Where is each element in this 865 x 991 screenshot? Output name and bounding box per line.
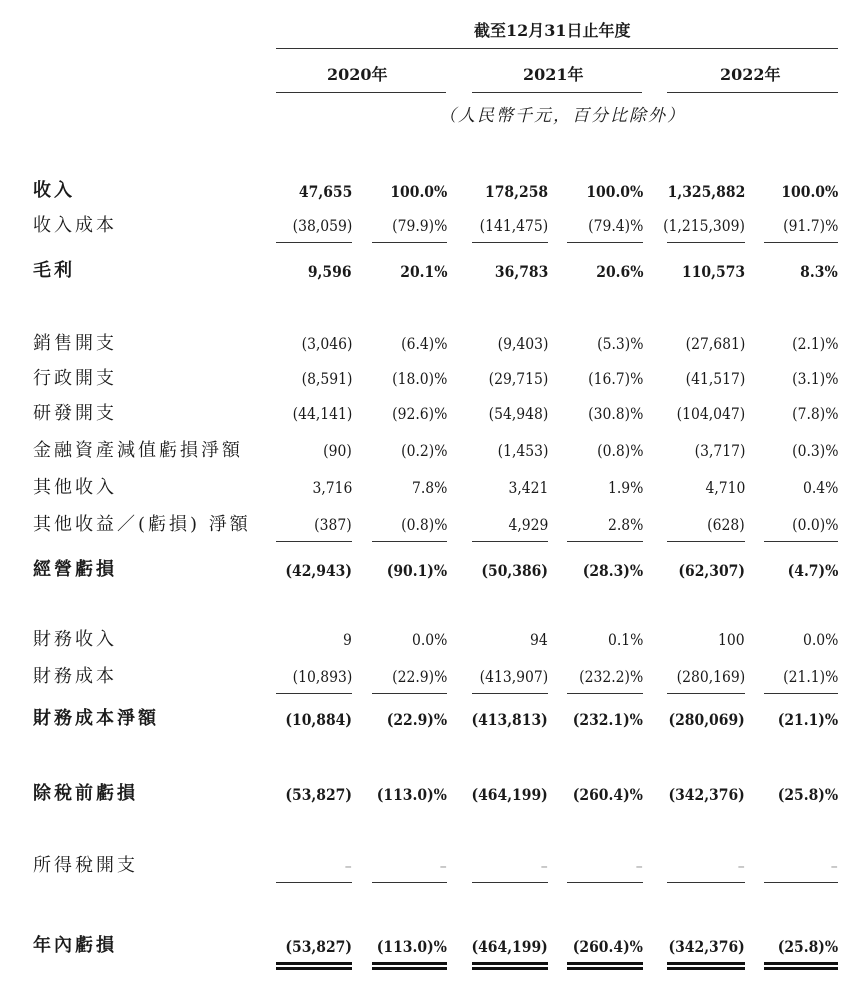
column-double-underline [276, 962, 352, 970]
row-label: 收入成本 [33, 215, 117, 236]
cell-value: (113.0)% [376, 785, 447, 804]
cell-value: 4,929 [508, 516, 548, 534]
row-label: 所得稅開支 [33, 855, 138, 876]
cell-value: (27,681) [685, 335, 745, 353]
cell-value: (79.9)% [391, 217, 447, 235]
column-underline [567, 882, 643, 883]
cell-value: (3,046) [301, 335, 352, 353]
cell-value: (260.4)% [572, 937, 643, 956]
cell-value: (42,943) [285, 561, 352, 580]
cell-value: 1,325,882 [667, 182, 745, 201]
cell-value: (30.8)% [587, 405, 643, 423]
column-underline [567, 541, 643, 542]
column-underline [472, 242, 548, 243]
column-underline [764, 882, 838, 883]
column-underline [372, 541, 447, 542]
cell-value: (53,827) [285, 937, 352, 956]
cell-value: (92.6)% [391, 405, 447, 423]
cell-value: (342,376) [668, 785, 745, 804]
cell-value: 47,655 [298, 182, 352, 201]
cell-value: 2.8% [607, 516, 643, 534]
row-label: 財務成本 [33, 666, 117, 687]
cell-value: (79.4)% [587, 217, 643, 235]
cell-value: (413,813) [471, 710, 548, 729]
cell-value: (4.7)% [787, 561, 838, 580]
cell-value: (342,376) [668, 937, 745, 956]
cell-value: (0.8)% [400, 516, 447, 534]
cell-value: 9,596 [308, 262, 352, 281]
column-underline [472, 541, 548, 542]
cell-value: (8,591) [301, 370, 352, 388]
cell-value: (260.4)% [572, 785, 643, 804]
period-underline [276, 48, 838, 49]
cell-value: 0.4% [802, 479, 838, 497]
cell-value: (1,215,309) [663, 217, 745, 235]
row-label: 銷售開支 [33, 333, 117, 354]
cell-value: 94 [530, 631, 548, 649]
cell-value: (232.1)% [572, 710, 643, 729]
column-underline [276, 882, 352, 883]
cell-value: (29,715) [488, 370, 548, 388]
cell-value: (1,453) [497, 442, 548, 460]
cell-value: (232.2)% [578, 668, 643, 686]
cell-value: (0.2)% [400, 442, 447, 460]
row-label: 其他收益／(虧損) 淨額 [33, 514, 251, 535]
cell-value: (280,069) [668, 710, 745, 729]
column-underline [372, 693, 447, 694]
cell-value: (628) [707, 516, 745, 534]
column-double-underline [472, 962, 548, 970]
column-double-underline [667, 962, 745, 970]
cell-value: (21.1)% [777, 710, 838, 729]
cell-value: – [440, 857, 447, 875]
cell-value: (3.1)% [791, 370, 838, 388]
column-underline [372, 882, 447, 883]
row-label: 除稅前虧損 [33, 783, 138, 804]
column-underline [764, 541, 838, 542]
cell-value: (6.4)% [400, 335, 447, 353]
cell-value: 0.0% [411, 631, 447, 649]
cell-value: (7.8)% [791, 405, 838, 423]
cell-value: 110,573 [681, 262, 745, 281]
cell-value: (16.7)% [587, 370, 643, 388]
cell-value: 7.8% [411, 479, 447, 497]
cell-value: 36,783 [494, 262, 548, 281]
cell-value: (38,059) [292, 217, 352, 235]
cell-value: (21.1)% [782, 668, 838, 686]
cell-value: (18.0)% [391, 370, 447, 388]
cell-value: (141,475) [479, 217, 548, 235]
cell-value: 100.0% [781, 182, 838, 201]
cell-value: (44,141) [292, 405, 352, 423]
column-underline [667, 882, 745, 883]
cell-value: 178,258 [484, 182, 548, 201]
column-double-underline [764, 962, 838, 970]
row-label: 研發開支 [33, 403, 117, 424]
cell-value: (3,717) [694, 442, 745, 460]
cell-value: (22.9)% [391, 668, 447, 686]
cell-value: (90.1)% [386, 561, 447, 580]
cell-value: (0.3)% [791, 442, 838, 460]
column-underline [764, 693, 838, 694]
cell-value: (90) [323, 442, 352, 460]
column-underline [372, 242, 447, 243]
column-underline [667, 541, 745, 542]
cell-value: (280,169) [676, 668, 745, 686]
cell-value: (62,307) [678, 561, 745, 580]
cell-value: (41,517) [685, 370, 745, 388]
cell-value: 3,421 [508, 479, 548, 497]
year-2020-header: 2020年 [327, 65, 388, 84]
cell-value: (104,047) [676, 405, 745, 423]
cell-value: 100 [718, 631, 745, 649]
cell-value: 8.3% [800, 262, 838, 281]
cell-value: 0.0% [802, 631, 838, 649]
cell-value: (25.8)% [777, 785, 838, 804]
year-2022-header: 2022年 [720, 65, 781, 84]
year-2022-underline [667, 92, 838, 93]
cell-value: (54,948) [488, 405, 548, 423]
cell-value: – [636, 857, 643, 875]
row-label: 行政開支 [33, 368, 117, 389]
column-underline [276, 541, 352, 542]
cell-value: (0.8)% [596, 442, 643, 460]
unit-note: （人民幣千元，百分比除外） [439, 106, 686, 126]
column-underline [472, 882, 548, 883]
column-underline [276, 242, 352, 243]
cell-value: (91.7)% [782, 217, 838, 235]
column-underline [276, 693, 352, 694]
row-label: 財務成本淨額 [33, 708, 159, 729]
row-label: 年內虧損 [33, 935, 117, 956]
cell-value: (28.3)% [582, 561, 643, 580]
cell-value: 4,710 [705, 479, 745, 497]
cell-value: (113.0)% [376, 937, 447, 956]
column-double-underline [567, 962, 643, 970]
cell-value: (0.0)% [791, 516, 838, 534]
cell-value: 100.0% [586, 182, 643, 201]
cell-value: 20.1% [399, 262, 447, 281]
cell-value: (413,907) [479, 668, 548, 686]
column-underline [667, 242, 745, 243]
cell-value: 3,716 [312, 479, 352, 497]
column-double-underline [372, 962, 447, 970]
cell-value: (25.8)% [777, 937, 838, 956]
cell-value: (22.9)% [386, 710, 447, 729]
row-label: 其他收入 [33, 477, 117, 498]
cell-value: (387) [314, 516, 352, 534]
row-label: 毛利 [33, 260, 75, 281]
column-underline [667, 693, 745, 694]
cell-value: 100.0% [390, 182, 447, 201]
cell-value: (10,884) [285, 710, 352, 729]
column-underline [567, 242, 643, 243]
cell-value: (9,403) [497, 335, 548, 353]
row-label: 收入 [33, 180, 75, 201]
cell-value: – [831, 857, 838, 875]
cell-value: 0.1% [607, 631, 643, 649]
year-2021-underline [472, 92, 642, 93]
cell-value: (10,893) [292, 668, 352, 686]
cell-value: (50,386) [481, 561, 548, 580]
column-underline [567, 693, 643, 694]
cell-value: – [738, 857, 745, 875]
cell-value: – [345, 857, 352, 875]
row-label: 經營虧損 [33, 559, 117, 580]
year-2021-header: 2021年 [523, 65, 584, 84]
cell-value: 1.9% [607, 479, 643, 497]
cell-value: (53,827) [285, 785, 352, 804]
period-header: 截至12月31日止年度 [474, 21, 631, 40]
cell-value: (2.1)% [791, 335, 838, 353]
row-label: 財務收入 [33, 629, 117, 650]
cell-value: – [541, 857, 548, 875]
cell-value: 9 [343, 631, 352, 649]
column-underline [764, 242, 838, 243]
year-2020-underline [276, 92, 446, 93]
cell-value: (464,199) [471, 937, 548, 956]
row-label: 金融資產減值虧損淨額 [33, 440, 243, 461]
cell-value: (5.3)% [596, 335, 643, 353]
cell-value: (464,199) [471, 785, 548, 804]
column-underline [472, 693, 548, 694]
cell-value: 20.6% [595, 262, 643, 281]
